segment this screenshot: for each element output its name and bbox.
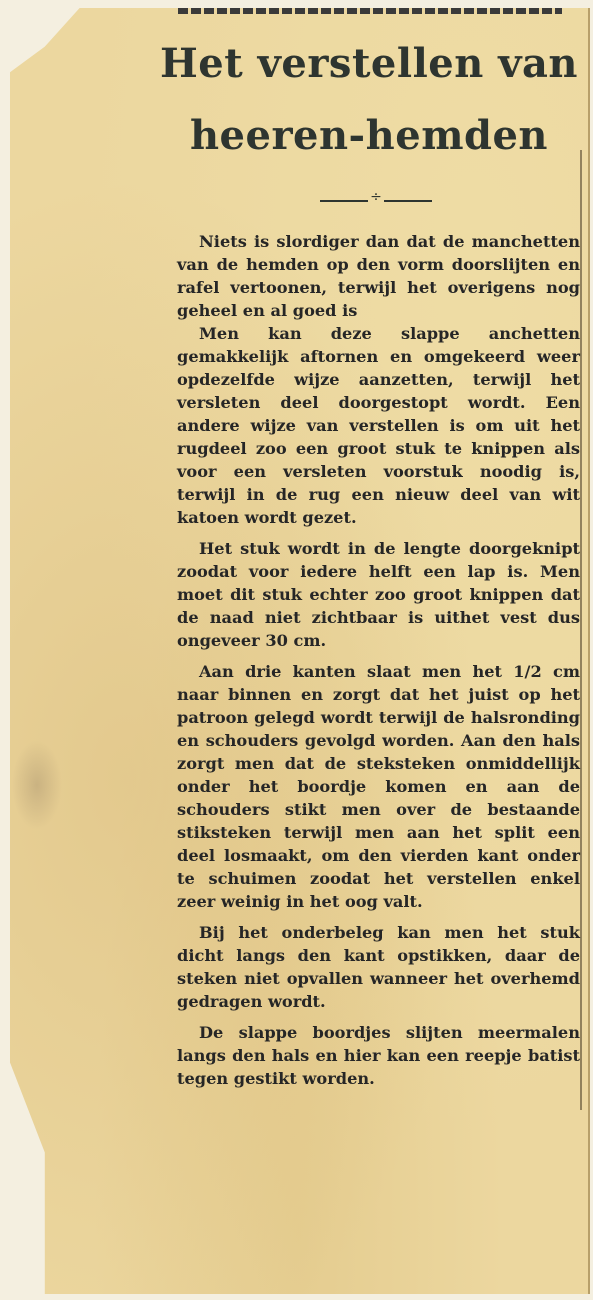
paragraph-2: Men kan deze slappe anchetten gemakkelijk aftornen en omgekeerd weer opdezelfde wijze aanzetten, terwijl het versleten deel doorgestopt wordt. Een andere wijze van verstellen is om uit het rugdeel zoo een groot stuk te knippen als voor een versleten voorstuk noodig is, terwijl in de rug een nieuw deel van wit katoen wordt gezet.	[177, 324, 580, 527]
paragraph-6: De slappe boordjes slijten meermalen langs den hals en hier kan een reepje batist tegen gestikt worden.	[177, 1023, 580, 1088]
ornament-line-right	[384, 200, 432, 202]
title-ornament	[320, 189, 432, 207]
ornament-divide-icon: ÷	[370, 189, 382, 205]
article-headline: Het verstellen van heeren-hemden	[160, 40, 578, 159]
article-body	[177, 230, 580, 1098]
paragraph-3: Het stuk wordt in de lengte doorgeknipt zoodat voor iedere helft een lap is. Men moet dit stuk echter zoo groot knippen dat de naad niet zichtbaar is uithet vest dus ongeveer 30 cm.	[177, 539, 580, 650]
ornament-line-left	[320, 200, 368, 202]
column-rule	[580, 150, 582, 1110]
paper-stain	[12, 740, 62, 830]
paragraph-5: Bij het onderbeleg kan men het stuk dicht langs den kant opstikken, daar de steken niet opvallen wanneer het overhemd gedragen wordt.	[177, 923, 580, 1011]
paragraph-4: Aan drie kanten slaat men het 1/2 cm naar binnen en zorgt dat het juist op het patroon gelegd wordt terwijl de halsronding en schouders gevolgd worden. Aan den hals zorgt men dat de steksteken onmiddellijk onder het boordje komen en aan de schouders stikt men over de bestaande stiksteken terwijl men aan het split een deel losmaakt, om den vierden kant onder te schuimen zoodat het verstellen enkel zeer weinig in het oog valt.	[177, 662, 580, 911]
paragraph-1: Niets is slordiger dan dat de manchetten van de hemden op den vorm doorslijten en rafel vertoonen, terwijl het overigens nog geheel en al goed is	[177, 232, 580, 320]
top-dashed-rule	[178, 8, 562, 14]
